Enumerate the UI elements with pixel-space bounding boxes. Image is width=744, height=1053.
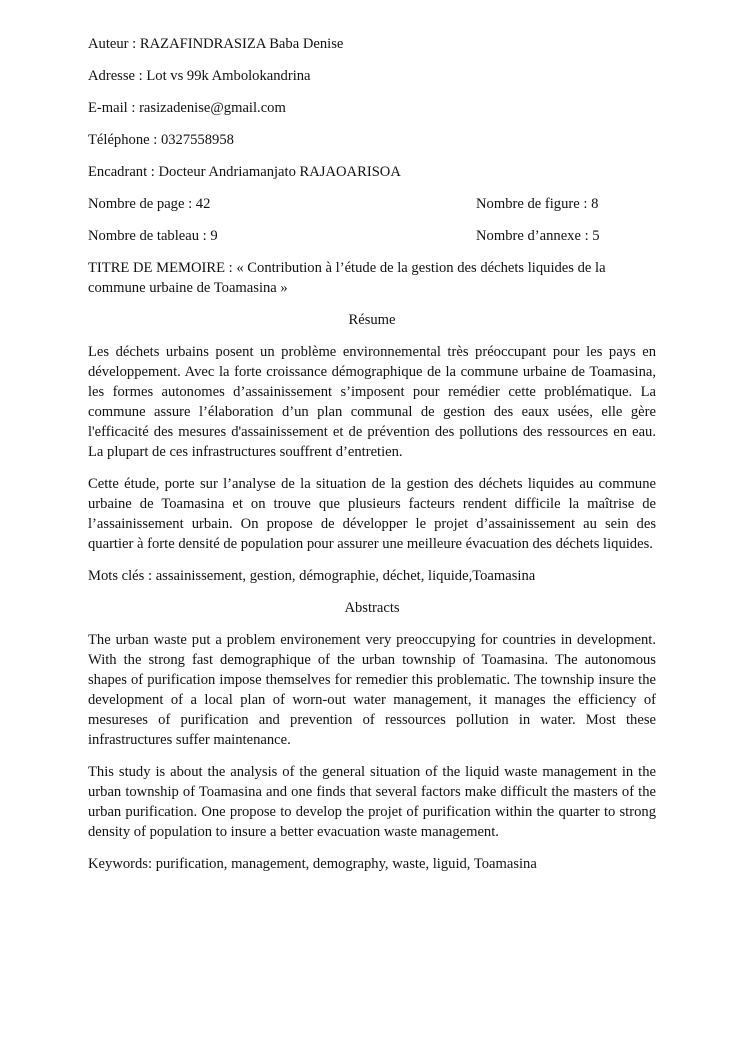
supervisor-line: Encadrant : Docteur Andriamanjato RAJAOARISOA bbox=[88, 164, 401, 180]
email-line: E-mail : rasizadenise@gmail.com bbox=[88, 100, 286, 116]
figure-count: Nombre de figure : 8 bbox=[476, 196, 599, 212]
abstract-paragraph-1: The urban waste put a problem environement very preoccupying for countries in development. With the strong fast demographique of the urban township of Toamasina. The autonomous shapes of purification impose themselves for remedier this problematic. The township insure the development of a local plan of worn-out water management, it manages the efficiency of mesureses of purification and prevention of ressources pollution in water. Most these infrastructures suffer maintenance. bbox=[88, 632, 656, 748]
resume-paragraph-2: Cette étude, porte sur l’analyse de la situation de la gestion des déchets liquides au commune urbaine de Toamasina et on trouve que plusieurs facteurs rendent difficile la maîtrise de l’assainissement urbain. On propose de développer le projet d’assainissement au sein des quartier à forte densité de population pour assurer une meilleure évacuation des déchets liquides. bbox=[88, 476, 656, 552]
table-count: Nombre de tableau : 9 bbox=[88, 228, 218, 244]
resume-heading: Résume bbox=[348, 312, 396, 328]
page-count: Nombre de page : 42 bbox=[88, 196, 211, 212]
abstract-heading: Abstracts bbox=[344, 600, 400, 616]
count-row-pages-figures bbox=[88, 194, 656, 214]
phone-line: Téléphone : 0327558958 bbox=[88, 132, 234, 148]
abstract-keywords: Keywords: purification, management, demography, waste, liguid, Toamasina bbox=[88, 856, 537, 872]
document-page bbox=[88, 34, 656, 886]
count-row-tables-annexes bbox=[88, 226, 656, 246]
address-line: Adresse : Lot vs 99k Ambolokandrina bbox=[88, 68, 311, 84]
thesis-title: TITRE DE MEMOIRE : « Contribution à l’étude de la gestion des déchets liquides de la commune urbaine de Toamasina » bbox=[88, 260, 606, 296]
abstract-paragraph-2: This study is about the analysis of the general situation of the liquid waste management in the urban township of Toamasina and one finds that several factors make difficult the masters of the urban purification. One propose to develop the projet of purification within the quarter to strong density of population to insure a better evacuation waste management. bbox=[88, 764, 656, 840]
resume-paragraph-1: Les déchets urbains posent un problème environnemental très préoccupant pour les pays en développement. Avec la forte croissance démographique de la commune urbaine de Toamasina, les formes autonomes d’assainissement s’imposent pour remédier cette problématique. La commune assure l’élaboration d’un plan communal de gestion des eaux usées, elle gère l'efficacité des mesures d'assainissement et de prévention des pollutions des ressources en eau. La plupart de ces infrastructures souffrent d’entretien. bbox=[88, 344, 656, 460]
author-line: Auteur : RAZAFINDRASIZA Baba Denise bbox=[88, 36, 344, 52]
resume-keywords: Mots clés : assainissement, gestion, démographie, déchet, liquide,Toamasina bbox=[88, 568, 536, 584]
annex-count: Nombre d’annexe : 5 bbox=[476, 228, 600, 244]
